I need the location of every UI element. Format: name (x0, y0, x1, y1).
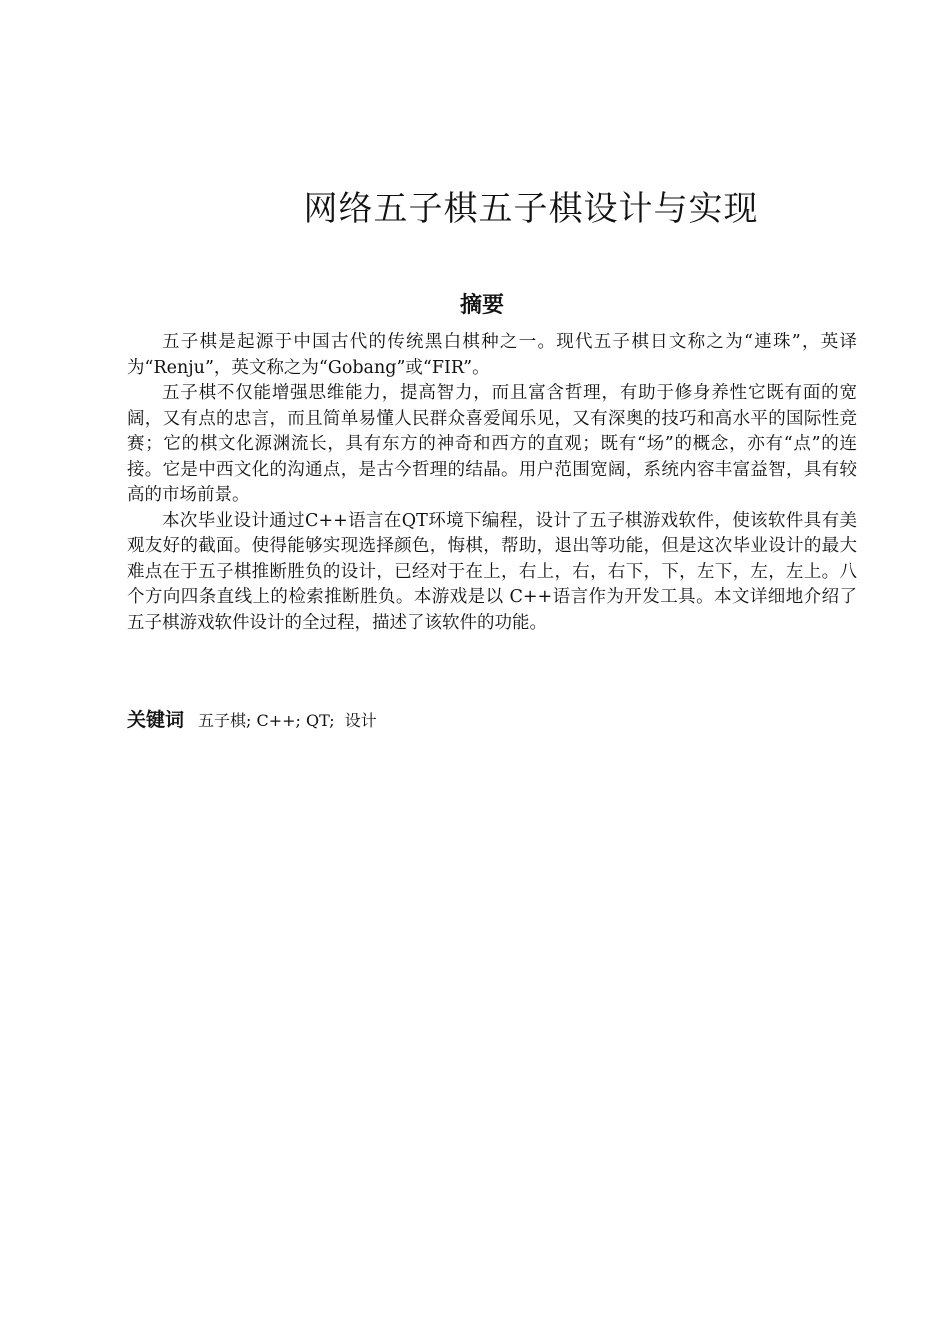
keywords-label: 关键词 (127, 709, 185, 731)
keywords-value: 五子棋; C++; QT; 设计 (198, 711, 377, 730)
page-title: 网络五子棋五子棋设计与实现 (303, 189, 759, 229)
abstract-heading: 摘要 (459, 293, 504, 318)
abstract-paragraph-intro: 五子棋是起源于中国古代的传统黑白棋种之一。现代五子棋日文称之为“連珠”，英译为“Renju”，英文称之为“Gobang”或“FIR”。 (127, 332, 857, 378)
abstract-paragraph-design: 本次毕业设计通过C++语言在QT环境下编程，设计了五子棋游戏软件，使该软件具有美观友好的截面。使得能够实现选择颜色，悔棋，帮助，退出等功能，但是这次毕业设计的最大难点在于五子棋推断胜负的设计，已经对于在上，右上，右，右下，下，左下，左，左上。八个方向四条直线上的检索推断胜负。本游戏是以 C++语言作为开发工具。本文详细地介绍了五子棋游戏软件设计的全过程，描述了该软件的功能。 (127, 510, 857, 633)
keywords-line (127, 705, 857, 737)
abstract-body (127, 330, 857, 636)
abstract-paragraph-benefits: 五子棋不仅能增强思维能力，提高智力，而且富含哲理，有助于修身养性它既有面的宽阔，又有点的忠言，而且简单易懂人民群众喜爱闻乐见，又有深奥的技巧和高水平的国际性竞赛；它的棋文化源渊流长，具有东方的神奇和西方的直观；既有“场”的概念，亦有“点”的连接。它是中西文化的沟通点，是古今哲理的结晶。用户范围宽阔，系统内容丰富益智，具有较高的市场前景。 (127, 383, 857, 505)
